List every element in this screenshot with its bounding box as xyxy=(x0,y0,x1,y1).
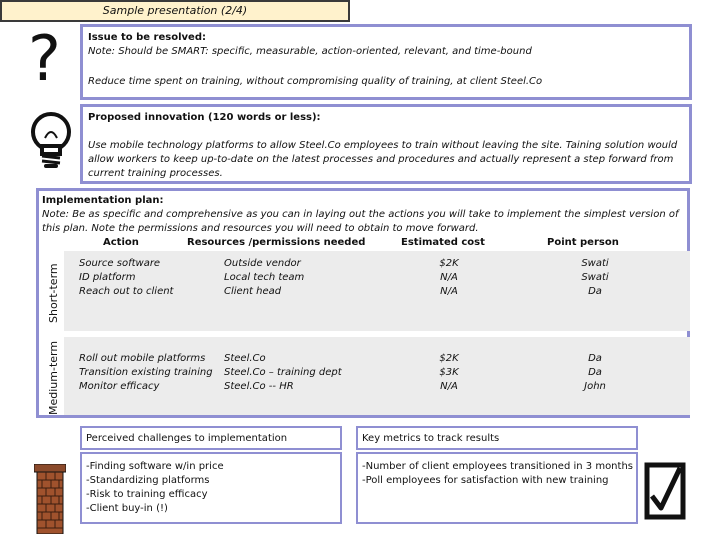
metrics-list xyxy=(362,460,633,488)
slide-title: Sample presentation (2/4) xyxy=(0,0,350,22)
action-item: Transition existing training xyxy=(79,367,213,378)
challenges-heading: Perceived challenges to implementation xyxy=(86,433,288,444)
column-header-resources: Resources /permissions needed xyxy=(187,237,366,248)
short-term-persons xyxy=(565,257,625,299)
challenge-item: -Client buy-in (!) xyxy=(86,503,168,514)
short-term-actions xyxy=(79,257,219,299)
metric-item: -Number of client employees transitioned in 3 months xyxy=(362,461,633,472)
resource-item: Steel.Co -- HR xyxy=(224,381,294,392)
cost-item: $3K xyxy=(439,367,459,378)
issue-box xyxy=(80,24,692,100)
metrics-header-box xyxy=(356,426,638,450)
cost-item: $2K xyxy=(439,258,459,269)
action-item: ID platform xyxy=(79,272,136,283)
cost-item: $2K xyxy=(439,353,459,364)
metrics-list-box xyxy=(356,452,638,524)
medium-term-persons xyxy=(565,352,625,394)
lightbulb-icon xyxy=(28,108,74,172)
checkbox-checked-icon xyxy=(644,462,686,520)
person-item: Da xyxy=(588,286,602,297)
column-header-cost: Estimated cost xyxy=(401,237,485,248)
issue-note: Note: Should be SMART: specific, measurable, action-oriented, relevant, and time-bound xyxy=(88,46,532,57)
metric-item: -Poll employees for satisfaction with new training xyxy=(362,475,609,486)
action-item: Reach out to client xyxy=(79,286,174,297)
plan-heading: Implementation plan: xyxy=(42,195,164,206)
column-header-action: Action xyxy=(103,237,139,248)
metrics-heading: Key metrics to track results xyxy=(362,433,500,444)
question-mark-icon: ? xyxy=(28,22,61,95)
medium-term-actions xyxy=(79,352,224,394)
brick-chimney-icon xyxy=(34,464,66,534)
challenge-item: -Finding software w/in price xyxy=(86,461,224,472)
short-term-costs xyxy=(419,257,479,299)
innovation-heading: Proposed innovation (120 words or less): xyxy=(88,112,321,123)
cost-item: N/A xyxy=(440,381,458,392)
row-label-short-term: Short-term xyxy=(47,263,60,323)
implementation-box xyxy=(36,188,690,418)
action-item: Source software xyxy=(79,258,161,269)
person-item: Da xyxy=(588,367,602,378)
challenges-list xyxy=(86,460,224,516)
person-item: Swati xyxy=(581,258,609,269)
innovation-box xyxy=(80,104,692,184)
resource-item: Client head xyxy=(224,286,282,297)
innovation-text: Use mobile technology platforms to allow Steel.Co employees to train without leaving the site. Taining solution would allow workers to keep up-to-date on the latest processes and procedures and actually represent a step forward from current training processes. xyxy=(88,140,678,179)
resource-item: Local tech team xyxy=(224,272,305,283)
challenges-list-box xyxy=(80,452,342,524)
person-item: Da xyxy=(588,353,602,364)
person-item: Swati xyxy=(581,272,609,283)
action-item: Monitor efficacy xyxy=(79,381,160,392)
cost-item: N/A xyxy=(440,286,458,297)
plan-note: Note: Be as specific and comprehensive as you can in laying out the actions you will take to implement the simplest version of this plan. Note the permissions and resources you will need to obtain to move forward. xyxy=(42,209,679,234)
medium-term-costs xyxy=(419,352,479,394)
medium-term-resources xyxy=(224,352,384,394)
column-header-point-person: Point person xyxy=(547,237,619,248)
issue-heading: Issue to be resolved: xyxy=(88,32,206,43)
resource-item: Outside vendor xyxy=(224,258,301,269)
resource-item: Steel.Co – training dept xyxy=(224,367,342,378)
resource-item: Steel.Co xyxy=(224,353,266,364)
issue-text: Reduce time spent on training, without compromising quality of training, at client Steel.Co xyxy=(88,76,543,87)
short-term-resources xyxy=(224,257,384,299)
cost-item: N/A xyxy=(440,272,458,283)
person-item: John xyxy=(584,381,606,392)
challenge-item: -Risk to training efficacy xyxy=(86,489,208,500)
challenges-header-box xyxy=(80,426,342,450)
action-item: Roll out mobile platforms xyxy=(79,353,206,364)
row-label-medium-term: Medium-term xyxy=(47,340,60,415)
challenge-item: -Standardizing platforms xyxy=(86,475,210,486)
